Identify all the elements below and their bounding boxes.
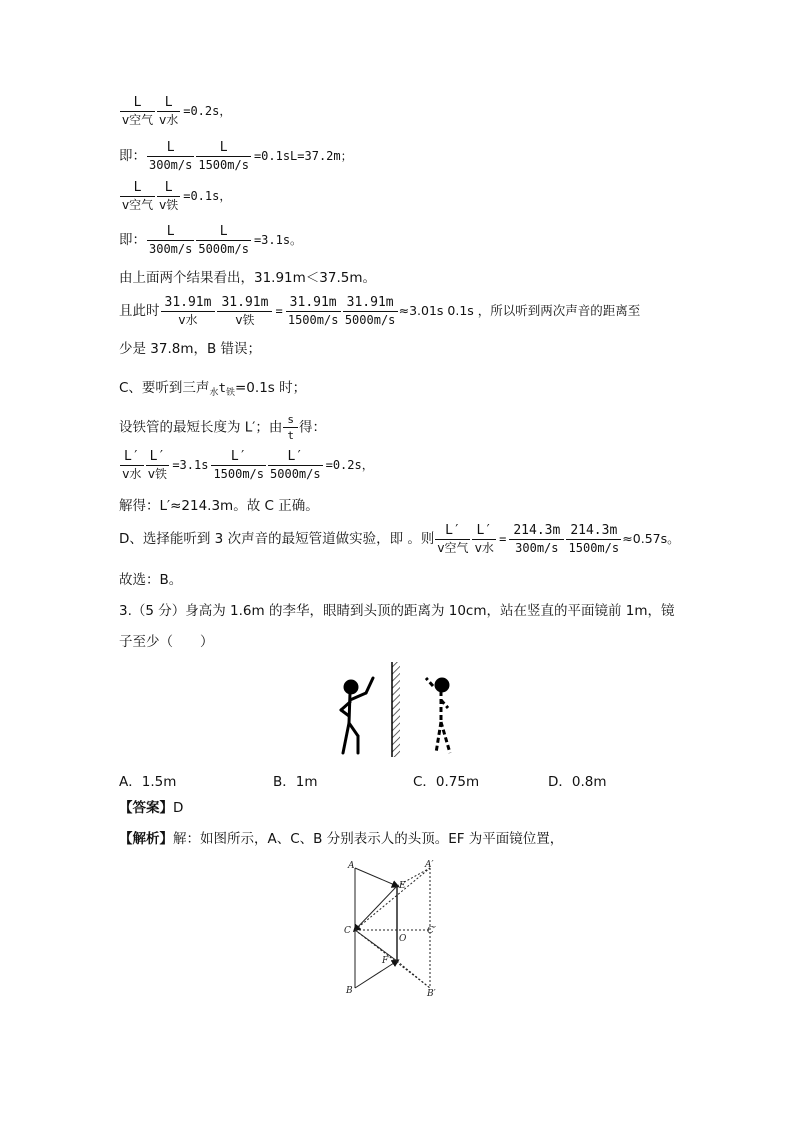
fraction: $\frac{L}{\text{v铁}}$ <box>159 180 179 212</box>
formula-line-4: 即： $\frac{L}{300m/s}$ $\frac{L}{5000m/s}$ =3.1s。 <box>119 224 303 256</box>
option-b: B．1m <box>273 774 318 790</box>
fraction: $\frac{L}{1500m/s}$ <box>198 140 249 172</box>
fraction: $\frac{L'}{\text{v水}}$ <box>120 450 144 480</box>
fraction: $\frac{L}{5000m/s}$ <box>198 224 249 256</box>
fraction: $\frac{214.3m}{1500m/s}$ <box>566 524 621 554</box>
formula-line-6: 且此时 $\frac{31.91m}{\text{v水}}$ $\frac{31.91m}{\text{v铁}}$ = $\frac{31.91m}{1500m/s}$ $\frac{31.91m}{5000m/s}$ ≈3.01s 0.1s ，所以听到两次声音的距离至 <box>119 295 641 327</box>
text-line-7: 少是 37.8m，B 错误； <box>119 341 262 357</box>
text-line-13: 故选：B。 <box>119 572 183 588</box>
label-a: A <box>348 861 355 871</box>
label-ap: A′ <box>425 860 434 870</box>
analysis-line <box>119 833 563 847</box>
mirror-image-figure <box>426 678 450 753</box>
fraction: $\frac{L'}{5000m/s}$ <box>270 449 321 481</box>
fraction: $\frac{L}{\text{v水}}$ <box>159 95 179 127</box>
fraction: $\frac{L}{300m/s}$ <box>149 224 193 256</box>
ray-b-f <box>355 961 397 988</box>
text-line-5: 由上面两个结果看出，31.91m＜37.5m。 <box>119 270 377 286</box>
fraction: $\frac{31.91m}{5000m/s}$ <box>343 296 398 326</box>
option-d: D．0.8m <box>548 774 607 790</box>
fraction: $\frac{L'}{\text{v铁}}$ <box>146 450 170 480</box>
label-bp: B′ <box>427 989 436 999</box>
formula-line-9: 设铁管的最短长度为 L′；由 $\frac{s}{t}$ 得： <box>119 413 327 442</box>
fraction: $\frac{214.3m}{300m/s}$ <box>509 524 564 554</box>
fraction: $\frac{L'}{1500m/s}$ <box>213 449 265 481</box>
option-c: C．0.75m <box>413 774 480 790</box>
analysis-text: 解：如图所示，A、C、B 分别表示人的头顶。EF 为平面镜位置， <box>173 831 564 847</box>
fraction: $\frac{L'}{\text{v水}}$ <box>472 524 496 554</box>
formula-line-1: $\frac{L}{\text{v空气}}$ $\frac{L}{\text{v水}}$ =0.2s， <box>122 95 232 127</box>
answer-line <box>119 802 183 816</box>
label-cp: C′ <box>427 926 436 936</box>
option-a: A．1.5m <box>119 774 177 790</box>
ray-e-c <box>355 886 397 930</box>
fraction: $\frac{31.91m}{\text{v水}}$ <box>161 296 216 326</box>
fraction: $\frac{31.91m}{\text{v铁}}$ <box>217 296 272 326</box>
fraction: $\frac{L}{300m/s}$ <box>149 140 193 172</box>
answer-tag: 【答案】 <box>119 800 173 816</box>
ray-diagram <box>340 858 470 1000</box>
ray-a-e <box>355 868 397 886</box>
analysis-tag: 【解析】 <box>119 831 173 847</box>
fraction: $\frac{s}{t}$ <box>283 414 298 441</box>
text-line-8: C、要听到三声$_水t_铁=0.1s$ 时； <box>119 380 307 398</box>
label-o: O <box>399 934 407 944</box>
mirror-figure <box>328 660 478 760</box>
fraction: $\frac{L}{\text{v空气}}$ <box>122 95 154 127</box>
fraction: $\frac{L'}{\text{v空气}}$ <box>437 523 469 555</box>
formula-line-3: $\frac{L}{\text{v空气}}$ $\frac{L}{\text{v铁}}$ =0.1s， <box>122 180 232 212</box>
label-c: C <box>344 926 351 936</box>
formula-line-10: $\frac{L'}{\text{v水}}$ $\frac{L'}{\text{v铁}}$ =3.1s $\frac{L'}{1500m/s}$ $\frac{L'}{5000m/s}$ =0.2s， <box>119 450 376 480</box>
formula-line-12: D、选择能听到 3 次声音的最短管道做实验，即 。则 $\frac{L'}{\text{v空气}}$ $\frac{L'}{\text{v水}}$ = $\frac{214.3m}{300m/s}$ $\frac{214.3m}{1500m/s}$ ≈0.57s。 <box>119 523 680 555</box>
answer-value: D <box>173 800 184 816</box>
formula-line-2: 即： $\frac{L}{300m/s}$ $\frac{L}{1500m/s}$ =0.1sL=37.2m； <box>119 140 353 172</box>
fraction: $\frac{L}{\text{v空气}}$ <box>122 180 154 212</box>
label-e: E <box>399 881 406 891</box>
question-3-stem-cont: 子至少（ ） <box>119 634 214 650</box>
person-figure <box>341 678 373 753</box>
line-c-ap <box>355 868 430 930</box>
text-line-11: 解得：L′≈214.3m。故 C 正确。 <box>119 498 319 514</box>
label-b: B <box>346 986 353 996</box>
plane-mirror <box>392 662 400 757</box>
question-3-stem: 3.（5 分）身高为 1.6m 的李华，眼睛到头顶的距离为 10cm，站在竖直的平面镜前 1m，镜 <box>119 603 675 619</box>
ray-f-c <box>355 930 397 961</box>
fraction: $\frac{31.91m}{1500m/s}$ <box>286 296 341 326</box>
label-f: F <box>382 956 389 966</box>
